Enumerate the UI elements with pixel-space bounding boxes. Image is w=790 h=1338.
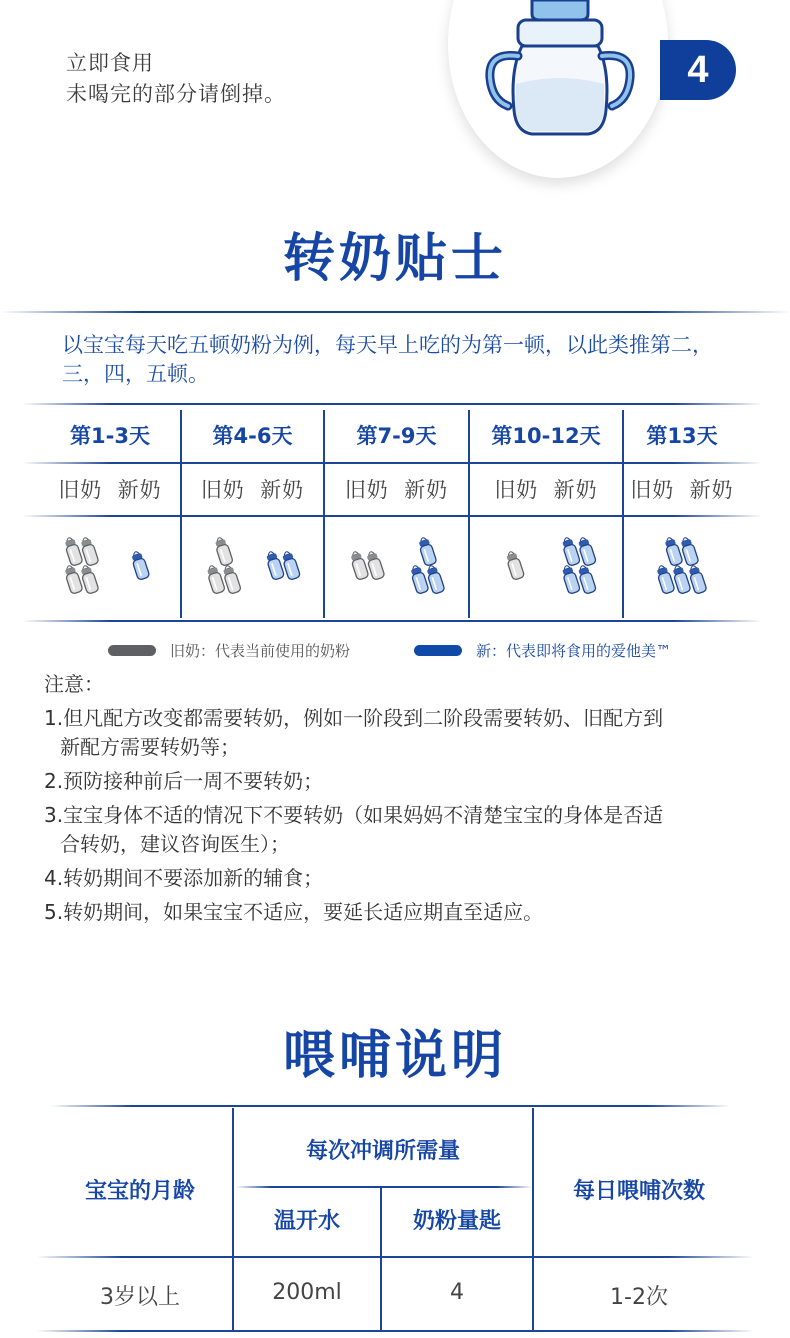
feeding-rule-head: [36, 1256, 754, 1258]
old-label: 旧奶: [344, 478, 389, 502]
cell-water: 200ml: [272, 1280, 342, 1305]
old-label: 旧奶: [494, 478, 539, 502]
step-instruction: [66, 48, 286, 110]
cell-times: 1-2次: [610, 1285, 668, 1310]
cell-age: 3岁以上: [100, 1285, 180, 1310]
col-head-times: 每日喂哺次数: [572, 1179, 705, 1204]
new-formula-bottle: [560, 536, 580, 566]
new-formula-bottle: [417, 536, 437, 566]
col-head-age: 宝宝的月龄: [84, 1179, 195, 1204]
note-item: [44, 704, 754, 762]
new-label: 新奶: [689, 478, 734, 502]
tips-top-rule: [0, 311, 790, 313]
legend-new: [414, 640, 671, 661]
old-formula-bottle: [505, 550, 525, 580]
old-formula-bottle: [213, 536, 233, 566]
day-range: 第13天: [646, 424, 718, 448]
note-text: 1.但凡配方改变都需要转奶，例如一阶段到二阶段需要转奶、旧配方到: [44, 706, 664, 730]
step-number-badge: 4: [660, 40, 736, 100]
old-formula-bottle: [205, 564, 225, 594]
old-formula-bottle: [63, 536, 83, 566]
old-new-labels: [624, 474, 740, 504]
old-new-labels: [470, 474, 622, 504]
grid-rule-day: [22, 462, 762, 464]
new-formula-bottle: [265, 550, 285, 580]
col-head-water: 温开水: [273, 1209, 340, 1234]
feeding-rule-top: [50, 1105, 730, 1107]
day-range: 第10-12天: [491, 424, 601, 448]
legend-new-text: 新：代表即将食用的爱他美™: [476, 642, 672, 660]
day-range: 第1-3天: [70, 424, 150, 448]
notes-block: [44, 670, 754, 932]
note-item: [44, 801, 754, 859]
new-label: 新奶: [553, 478, 598, 502]
baby-bottle-icon: [470, 0, 650, 150]
old-formula-bottle: [63, 564, 83, 594]
grid-rule-bottom: [22, 620, 762, 622]
note-text: 5.转奶期间，如果宝宝不适应，要延长适应期直至适应。: [44, 900, 544, 924]
day-range: 第7-9天: [356, 424, 437, 448]
note-text: 4.转奶期间不要添加新的辅食；: [44, 866, 324, 890]
new-label: 新奶: [260, 478, 305, 502]
legend-old-text: 旧奶：代表当前使用的奶粉: [170, 642, 351, 660]
note-item: [44, 864, 754, 893]
feeding-rule-subhead: [236, 1186, 532, 1188]
bottle-cell: [182, 522, 323, 614]
old-formula-bottle: [349, 550, 369, 580]
bottle-cell: [40, 522, 180, 614]
new-formula-bottle: [655, 564, 675, 594]
new-formula-bottle: [130, 550, 150, 580]
feeding-rule-bottom: [36, 1330, 754, 1332]
legend-old-swatch: [108, 645, 156, 656]
legend-old: [108, 640, 350, 661]
note-text-cont: 合转奶，建议咨询医生）；: [60, 832, 290, 856]
bottle-cell: [470, 522, 622, 614]
old-label: 旧奶: [58, 478, 103, 502]
new-formula-bottle: [409, 564, 429, 594]
new-formula-bottle: [663, 536, 683, 566]
note-text: 3.宝宝身体不适的情况下不要转奶（如果妈妈不清楚宝宝的身体是否适: [44, 803, 664, 827]
old-new-labels: [325, 474, 468, 504]
legend-new-swatch: [414, 645, 462, 656]
notes-heading: 注意：: [44, 672, 104, 696]
old-new-labels: [40, 474, 180, 504]
tips-title: 转奶贴士: [282, 229, 507, 289]
tips-intro: 以宝宝每天吃五顿奶粉为例，每天早上吃的为第一顿，以此类推第二，三，四，五顿。: [62, 333, 713, 386]
old-new-labels: [182, 474, 323, 504]
grid-rule-label: [22, 515, 762, 517]
step-line-2: 未喝完的部分请倒掉。: [66, 82, 286, 106]
bottle-cell: [325, 522, 468, 614]
new-label: 新奶: [404, 478, 449, 502]
note-item: [44, 767, 754, 796]
col-head-group: 每次冲调所需量: [305, 1139, 460, 1164]
feeding-title: 喂哺说明: [282, 1026, 507, 1086]
old-label: 旧奶: [630, 478, 675, 502]
new-label: 新奶: [117, 478, 162, 502]
col-head-powder: 奶粉量匙: [412, 1209, 501, 1234]
old-label: 旧奶: [200, 478, 245, 502]
note-text: 2.预防接种前后一周不要转奶；: [44, 769, 324, 793]
note-item: [44, 898, 754, 927]
step-line-1: 立即食用: [66, 51, 154, 75]
bottle-cell: [624, 522, 740, 614]
new-formula-bottle: [560, 564, 580, 594]
cell-powder: 4: [450, 1280, 464, 1305]
grid-rule-top: [22, 403, 762, 405]
day-range: 第4-6天: [212, 424, 293, 448]
note-text-cont: 新配方需要转奶等；: [60, 735, 240, 759]
